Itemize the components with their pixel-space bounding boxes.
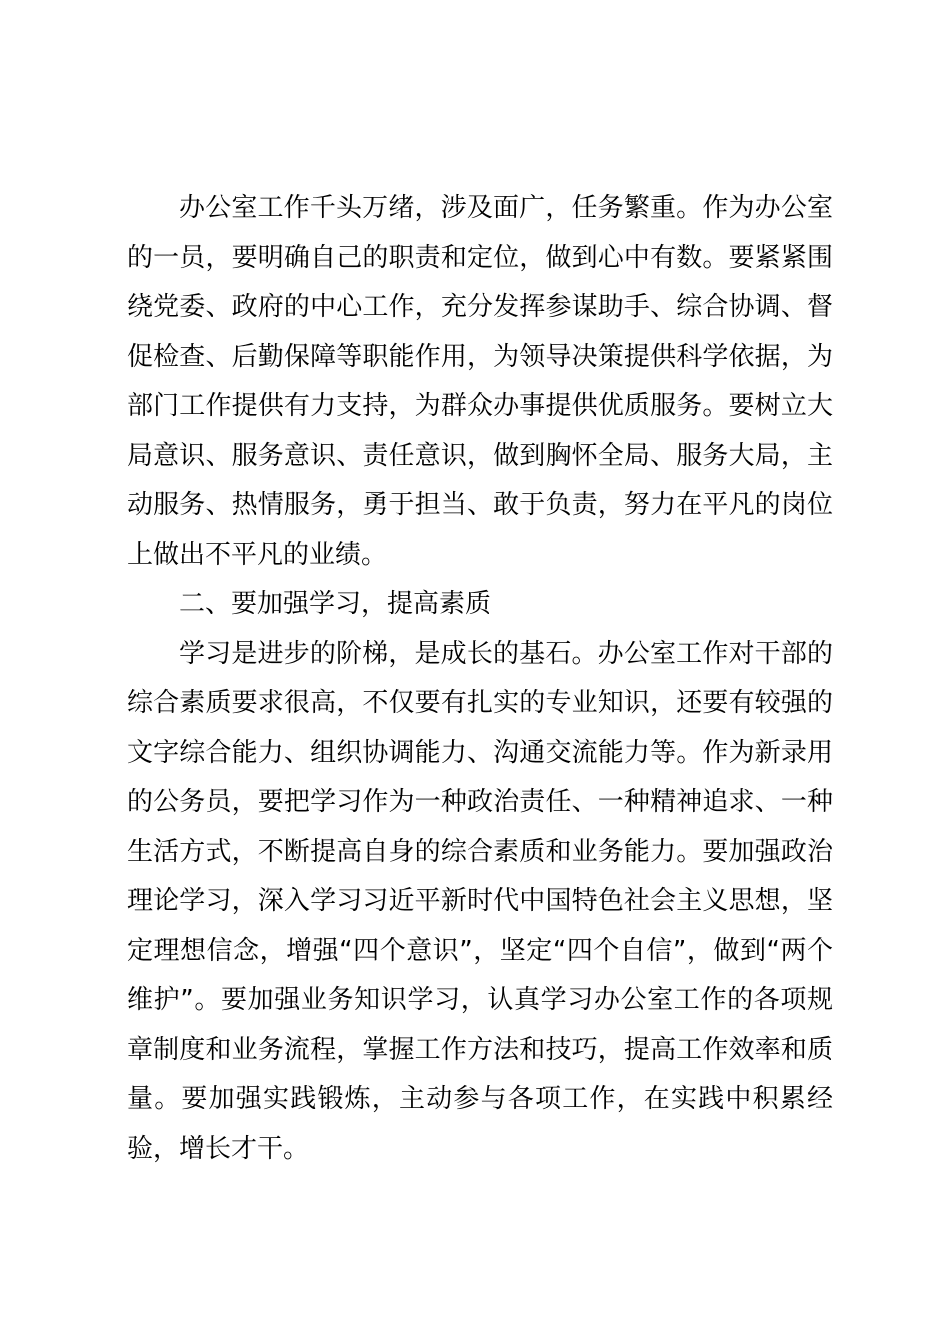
paragraph-study: 学习是进步的阶梯，是成长的基石。办公室工作对干部的综合素质要求很高，不仅要有扎实的专业知识，还要有较强的文字综合能力、组织协调能力、沟通交流能力等。作为新录用的公务员，要把学习作为一种政治责任、一种精神追求、一种生活方式，不断提高自身的综合素质和业务能力。要加强政治理论学习，深入学习习近平新时代中国特色社会主义思想，坚定理想信念，增强“四个意识”，坚定“四个自信”，做到“两个维护”。要加强业务知识学习，认真学习办公室工作的各项规章制度和业务流程，掌握工作方法和技巧，提高工作效率和质量。要加强实践锻炼，主动参与各项工作，在实践中积累经验，增长才干。 (127, 638, 833, 1164)
document-body (127, 184, 833, 1174)
section-heading-study: 二、要加强学习，提高素质 (179, 589, 492, 619)
paragraph-office-duties: 办公室工作千头万绪，涉及面广，任务繁重。作为办公室的一员，要明确自己的职责和定位，做到心中有数。要紧紧围绕党委、政府的中心工作，充分发挥参谋助手、综合协调、督促检查、后勤保障等职能作用，为领导决策提供科学依据，为部门工作提供有力支持，为群众办事提供优质服务。要树立大局意识、服务意识、责任意识，做到胸怀全局、服务大局，主动服务、热情服务，勇于担当、敢于负责，努力在平凡的岗位上做出不平凡的业绩。 (127, 193, 833, 570)
